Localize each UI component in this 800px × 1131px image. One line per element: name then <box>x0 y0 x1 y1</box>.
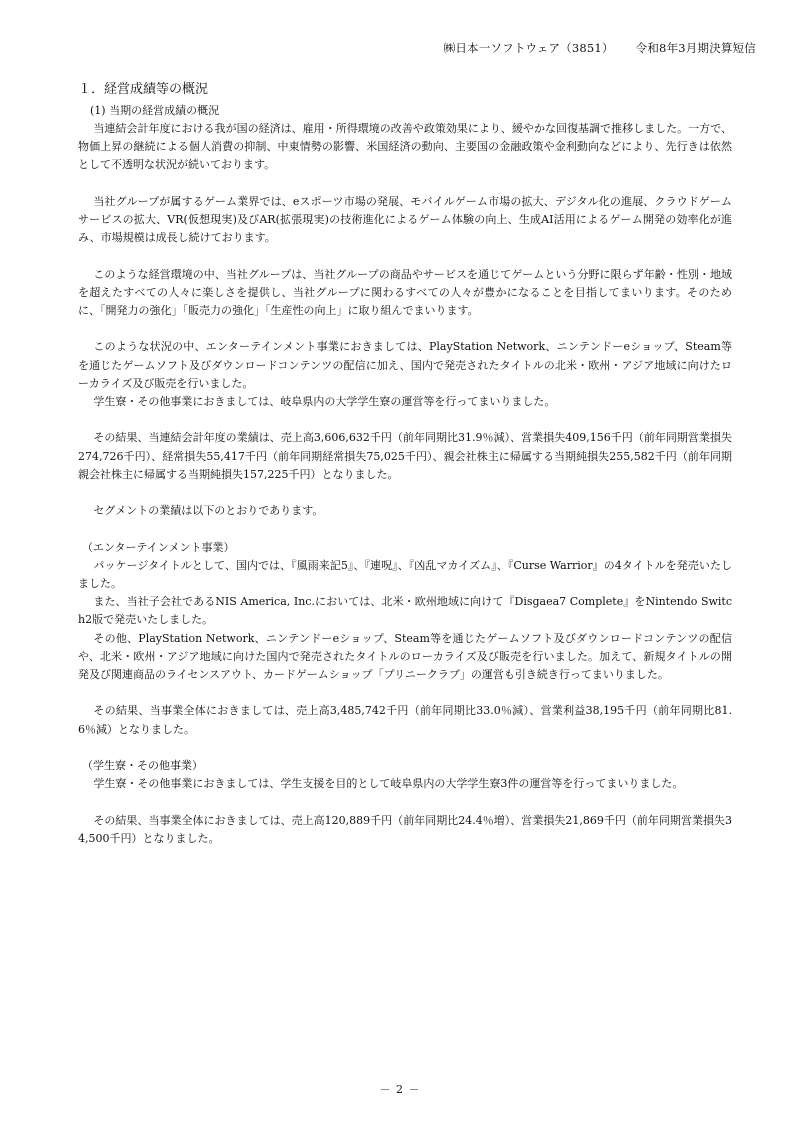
document-body <box>78 80 732 848</box>
paragraph-digital-distribution: その他、PlayStation Network、ニンテンドーeショップ、Steam等を通じたゲームソフト及びダウンロードコンテンツの配信や、北米・欧州・アジア地域に向けた国内で発売されたタイトルのローカライズ及び販売を行いました。加えて、新規タイトルの開発及び関連商品のライセンスアウト、カードゲームショップ「プリニークラブ」の運営も引き続き行ってまいりました。 <box>78 631 732 681</box>
paragraph-nis-america: また、当社子会社であるNIS America, Inc.においては、北米・欧州地域に向けて『Disgaea7 Complete』をNintendo Switch2版で発売いたしました。 <box>78 595 732 627</box>
paragraph-package-titles: パッケージタイトルとして、国内では、『風雨来記5』、『連呪』、『凶乱マカイズム』、『Curse Warrior』の4タイトルを発売いたしました。 <box>78 558 732 590</box>
segment-heading-dormitory: （学生寮・その他事業） <box>82 758 203 772</box>
page-number: － 2 － <box>379 1083 421 1096</box>
paragraph-dormitory-results: その結果、当事業全体におきましては、売上高120,889千円（前年同期比24.4％増）、営業損失21,869千円（前年同期営業損失34,500千円）となりました。 <box>78 813 732 845</box>
paragraph-economy: 当連結会計年度における我が国の経済は、雇用・所得環境の改善や政策効果により、緩やかな回復基調で推移しました。一方で、物価上昇の継続による個人消費の抑制、中東情勢の影響、米国経済の動向、主要国の金融政策や金利動向などにより、先行きは依然として不透明な状況が続いております。 <box>78 122 732 172</box>
paragraph-industry: 当社グループが属するゲーム業界では、eスポーツ市場の発展、モバイルゲーム市場の拡大、デジタル化の進展、クラウドゲームサービスの拡大、VR(仮想現実)及びAR(拡張現実)の技術進化によるゲーム体験の向上、生成AI活用によるゲーム開発の効率化が進み、市場規模は成長し続けております。 <box>78 194 732 245</box>
company-name: ㈱日本一ソフトウェア（3851） <box>443 41 614 55</box>
paragraph-segment-intro: セグメントの業績は以下のとおりであります。 <box>93 504 324 518</box>
report-title: 令和8年3月期決算短信 <box>635 41 756 55</box>
paragraph-entertainment-results: その結果、当事業全体におきましては、売上高3,485,742千円（前年同期比33.0％減）、営業利益38,195千円（前年同期比81.6％減）となりました。 <box>78 704 732 736</box>
paragraph-strategy: このような経営環境の中、当社グループは、当社グループの商品やサービスを通じてゲームという分野に限らず年齢・性別・地域を超えたすべての人々に楽しさを提供し、当社グループに関わるすべての人々が豊かになることを目指してまいります。そのために、「開発力の強化」「販売力の強化」「生産性の向上」に取り組んでまいります。 <box>78 267 732 317</box>
paragraph-consolidated-results: その結果、当連結会計年度の業績は、売上高3,606,632千円（前年同期比31.9％減）、営業損失409,156千円（前年同期営業損失274,726千円）、経常損失55,417千円（前年同期経常損失75,025千円）、親会社株主に帰属する当期純損失255,582千円（前年同期親会社株主に帰属する当期純損失157,225千円）となりました。 <box>78 431 732 481</box>
page-header <box>444 40 756 56</box>
paragraph-entertainment-overview: このような状況の中、エンターテインメント事業におきましては、PlayStation Network、ニンテンドーeショップ、Steam等を通じたゲームソフト及びダウンロードコンテンツの配信に加え、国内で発売されたタイトルの北米・欧州・アジア地域に向けたローカライズ及び販売を行いました。 <box>78 340 732 390</box>
subsection-title: (1) 当期の経営成績の概況 <box>90 104 220 117</box>
paragraph-dormitory-overview: 学生寮・その他事業におきましては、岐阜県内の大学学生寮の運営等を行ってまいりました。 <box>93 395 556 408</box>
paragraph-dormitory-operations: 学生寮・その他事業におきましては、学生支援を目的として岐阜県内の大学学生寮3件の運営等を行ってまいりました。 <box>93 777 684 791</box>
section-title: １．経営成績等の概況 <box>78 82 209 97</box>
segment-heading-entertainment: （エンターテインメント事業） <box>82 540 235 554</box>
